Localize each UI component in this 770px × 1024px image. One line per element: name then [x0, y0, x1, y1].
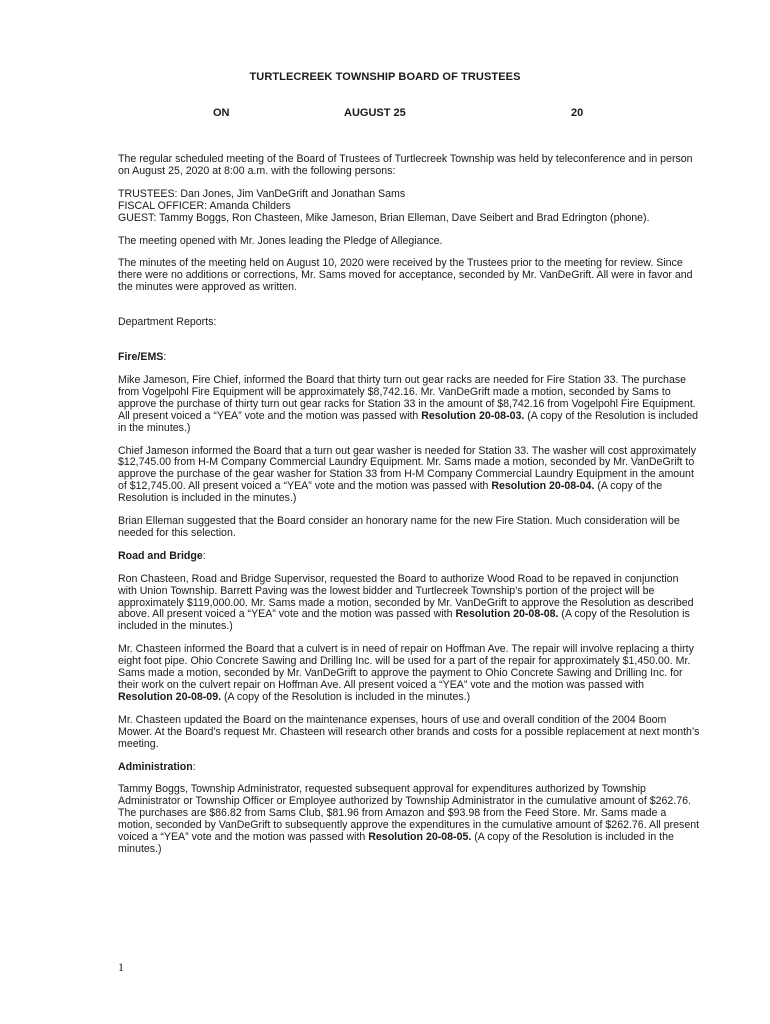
road-p2-note: (A copy of the Resolution is included in the minutes.) [221, 690, 471, 703]
heading-on: ON [213, 107, 230, 119]
resolution-20-08-05: Resolution 20-08-05. [368, 831, 472, 844]
minutes-body [118, 154, 700, 867]
resolution-20-08-04: Resolution 20-08-04. [491, 480, 595, 493]
road-paragraph-1 [118, 574, 700, 634]
guest-line: GUEST: Tammy Boggs, Ron Chasteen, Mike Jameson, Brian Elleman, Dave Seibert and Brad Edrington (phone). [118, 211, 650, 224]
intro-paragraph: The regular scheduled meeting of the Board of Trustees of Turtlecreek Township was held by teleconference and in person on August 25, 2020 at 8:00 a.m. with the following persons: [118, 153, 693, 177]
resolution-20-08-09: Resolution 20-08-09. [118, 690, 222, 703]
fire-paragraph-1 [118, 375, 700, 435]
fiscal-officer-line: FISCAL OFFICER: Amanda Childers [118, 199, 291, 212]
trustees-line: TRUSTEES: Dan Jones, Jim VanDeGrift and Jonathan Sams [118, 187, 406, 200]
administration-heading: Administration: [118, 760, 196, 773]
road-p1-text: Ron Chasteen, Road and Bridge Supervisor, requested the Board to authorize Wood Road to be repaved in conjunction with Union Township. Barrett Paving was the lowest bidder and Turtlecreek Township’s portion of the project will be approximately $119,000.00. Mr. Sams made a motion, seconded by Mr. VanDeGrift to approve the Resolution as described above. All present voiced a “YEA” vote and the motion was passed with [118, 572, 694, 621]
road-bridge-heading-text: Road and Bridge [118, 549, 203, 562]
fire-paragraph-3: Brian Elleman suggested that the Board consider an honorary name for the new Fire Station. Much consideration will be needed for this selection. [118, 515, 680, 539]
fire-p1-note: (A copy of the Resolution is included in the minutes.) [118, 409, 699, 434]
administration-heading-text: Administration [118, 760, 193, 773]
admin-paragraph-1 [118, 784, 700, 855]
road-paragraph-3: Mr. Chasteen updated the Board on the maintenance expenses, hours of use and overall condition of the 2004 Boom Mower. At the Board’s request Mr. Chasteen will research other brands and costs for a possible replacement at next month’s meeting. [118, 713, 700, 750]
resolution-20-08-03: Resolution 20-08-03. [421, 409, 525, 422]
admin-p1-note: (A copy of the Resolution is included in the minutes.) [118, 831, 674, 855]
fire-paragraph-2 [118, 446, 700, 506]
page-number: 1 [118, 960, 124, 974]
department-reports-label: Department Reports: [118, 316, 217, 329]
attendees-block [118, 189, 700, 225]
road-p2-text: Mr. Chasteen informed the Board that a culvert is in need of repair on Hoffman Ave. The repair will involve replacing a thirty eight foot pipe. Ohio Concrete Sawing and Drilling Inc. will be used for a part of the repair for approximately $1,450.00. Mr. Sams made a motion, seconded by Mr. VanDeGrift to approve the payment to Ohio Concrete Sawing and Drilling Inc. for their work on the culvert repair on Hoffman Ave. All present voiced a “YEA” vote and the motion was passed with [118, 643, 694, 691]
admin-p1-text: Tammy Boggs, Township Administrator, requested subsequent approval for expenditures authorized by Township Administrator or Township Officer or Employee authorized by Township Administrator in the cumulative amount of $262.76. The purchases are $86.82 from Sams Club, $81.96 from Amazon and $93.98 from the Feed Store. Mr. Sams made a motion, seconded by VanDeGrift to subsequently approve the expenditures in the cumulative amount of $262.76. All present voiced a “YEA” vote and the motion was passed with [118, 783, 700, 844]
resolution-20-08-08: Resolution 20-08-08. [455, 608, 559, 621]
heading-date: AUGUST 25 [344, 107, 406, 119]
road-bridge-heading: Road and Bridge: [118, 549, 206, 562]
heading-year: 20 [571, 107, 584, 119]
road-p1-note: (A copy of the Resolution is included in the minutes.) [118, 608, 690, 633]
fire-p2-note: (A copy of the Resolution is included in the minutes.) [118, 480, 663, 505]
road-paragraph-2 [118, 644, 700, 704]
minutes-approval-paragraph: The minutes of the meeting held on August 10, 2020 were received by the Trustees prior to the meeting for review. Since there were no additions or corrections, Mr. Sams moved for acceptance, seconded by Mr. VanDeGrift. All were in favor and the minutes were approved as written. [118, 257, 693, 294]
pledge-paragraph: The meeting opened with Mr. Jones leading the Pledge of Allegiance. [118, 234, 443, 247]
fire-p1-text: Mike Jameson, Fire Chief, informed the Board that thirty turn out gear racks are needed for Fire Station 33. The purchase from Vogelpohl Fire Equipment will be approximately $8,742.16. Mr. VanDeGrift made a motion, seconded by Sams to approve the purchase of thirty turn out gear racks for Station 33 in the amount of $8,742.16 from Vogelpohl Fire Equipment. All present voiced a “YEA” vote and the motion was passed with [118, 373, 696, 422]
fire-p2-text: Chief Jameson informed the Board that a turn out gear washer is needed for Station 33. The washer will cost approximately $12,745.00 from H-M Company Commercial Laundry Equipment. Mr. Sams made a motion, seconded by Mr. VanDeGrift to approve the purchase of the gear washer for Station 33 from H-M Company Commercial Laundry Equipment in the amount of $12,745.00. All present voiced a “YEA” vote and the motion was passed with [118, 444, 697, 493]
fire-ems-heading-text: Fire/EMS [118, 351, 164, 364]
document-title: TURTLECREEK TOWNSHIP BOARD OF TRUSTEES [249, 71, 521, 83]
fire-ems-heading: Fire/EMS: [118, 351, 167, 364]
